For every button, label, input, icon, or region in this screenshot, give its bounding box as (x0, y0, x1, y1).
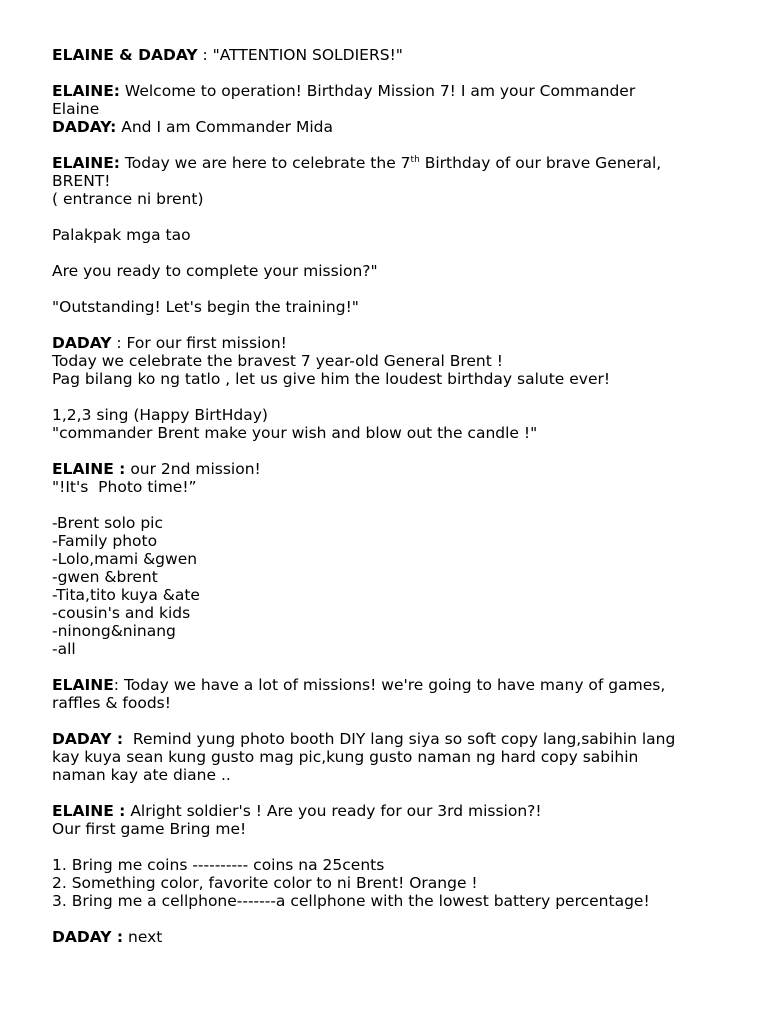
speaker-name: ELAINE (52, 676, 114, 694)
speaker-name: ELAINE: (52, 82, 120, 100)
dialogue-text: next (123, 928, 163, 946)
script-line: Today we celebrate the bravest 7 year-old General Brent ! (52, 352, 503, 370)
speaker-name: ELAINE : (52, 460, 126, 478)
script-line: "Outstanding! Let's begin the training!" (52, 298, 359, 316)
script-line: BRENT! (52, 172, 111, 190)
game-list-item: 3. Bring me a cellphone-------a cellphone with the lowest battery percentage! (52, 892, 650, 910)
speaker-name: DADAY : (52, 730, 124, 748)
photo-list-item: -Lolo,mami &gwen (52, 550, 198, 568)
dialogue-text: And I am Commander Mida (116, 118, 333, 136)
speaker-name: DADAY : (52, 928, 124, 946)
script-line: ( entrance ni brent) (52, 190, 204, 208)
photo-list-item: -Brent solo pic (52, 514, 164, 532)
dialogue-text: Today we are here to celebrate the 7 (120, 154, 411, 172)
photo-list-item: -ninong&ninang (52, 622, 176, 640)
script-line (52, 46, 728, 64)
script-line: "!It's Photo time!” (52, 478, 197, 496)
speaker-name: DADAY (52, 334, 112, 352)
script-line (52, 802, 728, 820)
speaker-name: ELAINE : (52, 802, 126, 820)
dialogue-text: : Today we have a lot of missions! we're going to have many of games, (113, 676, 666, 694)
ordinal-suffix: th (410, 155, 420, 165)
speaker-name: DADAY: (52, 118, 117, 136)
script-line (52, 928, 728, 946)
dialogue-text: Remind yung photo booth DIY lang siya so soft copy lang,sabihin lang (123, 730, 676, 748)
script-line: 1,2,3 sing (Happy BirtHday) (52, 406, 268, 424)
script-line (52, 82, 728, 100)
script-line: Are you ready to complete your mission?" (52, 262, 378, 280)
script-line: Palakpak mga tao (52, 226, 191, 244)
script-line: "commander Brent make your wish and blow out the candle !" (52, 424, 538, 442)
game-list-item: 1. Bring me coins ---------- coins na 25cents (52, 856, 385, 874)
photo-list-item: -gwen &brent (52, 568, 158, 586)
script-line: Our first game Bring me! (52, 820, 247, 838)
script-line (52, 730, 728, 748)
dialogue-text: Alright soldier's ! Are you ready for our 3rd mission?! (125, 802, 542, 820)
dialogue-text: : For our first mission! (111, 334, 287, 352)
speaker-name: ELAINE: (52, 154, 120, 172)
photo-list-item: -Family photo (52, 532, 158, 550)
script-line (52, 676, 728, 694)
dialogue-text: Welcome to operation! Birthday Mission 7! I am your Commander (120, 82, 636, 100)
photo-list-item: -cousin's and kids (52, 604, 191, 622)
script-line: naman kay ate diane .. (52, 766, 231, 784)
speaker-name: ELAINE & DADAY (52, 46, 198, 64)
script-line: Elaine (52, 100, 100, 118)
script-line (52, 334, 728, 352)
dialogue-text: Birthday of our brave General, (419, 154, 662, 172)
photo-list-item: -all (52, 640, 76, 658)
script-line: Pag bilang ko ng tatlo , let us give him the loudest birthday salute ever! (52, 370, 611, 388)
dialogue-text: our 2nd mission! (125, 460, 261, 478)
script-line (52, 460, 728, 478)
script-line: raffles & foods! (52, 694, 171, 712)
script-line: kay kuya sean kung gusto mag pic,kung gusto naman ng hard copy sabihin (52, 748, 639, 766)
script-line (52, 118, 728, 136)
script-line (52, 154, 728, 172)
game-list-item: 2. Something color, favorite color to ni Brent! Orange ! (52, 874, 478, 892)
photo-list-item: -Tita,tito kuya &ate (52, 586, 200, 604)
dialogue-text: : "ATTENTION SOLDIERS!" (197, 46, 403, 64)
